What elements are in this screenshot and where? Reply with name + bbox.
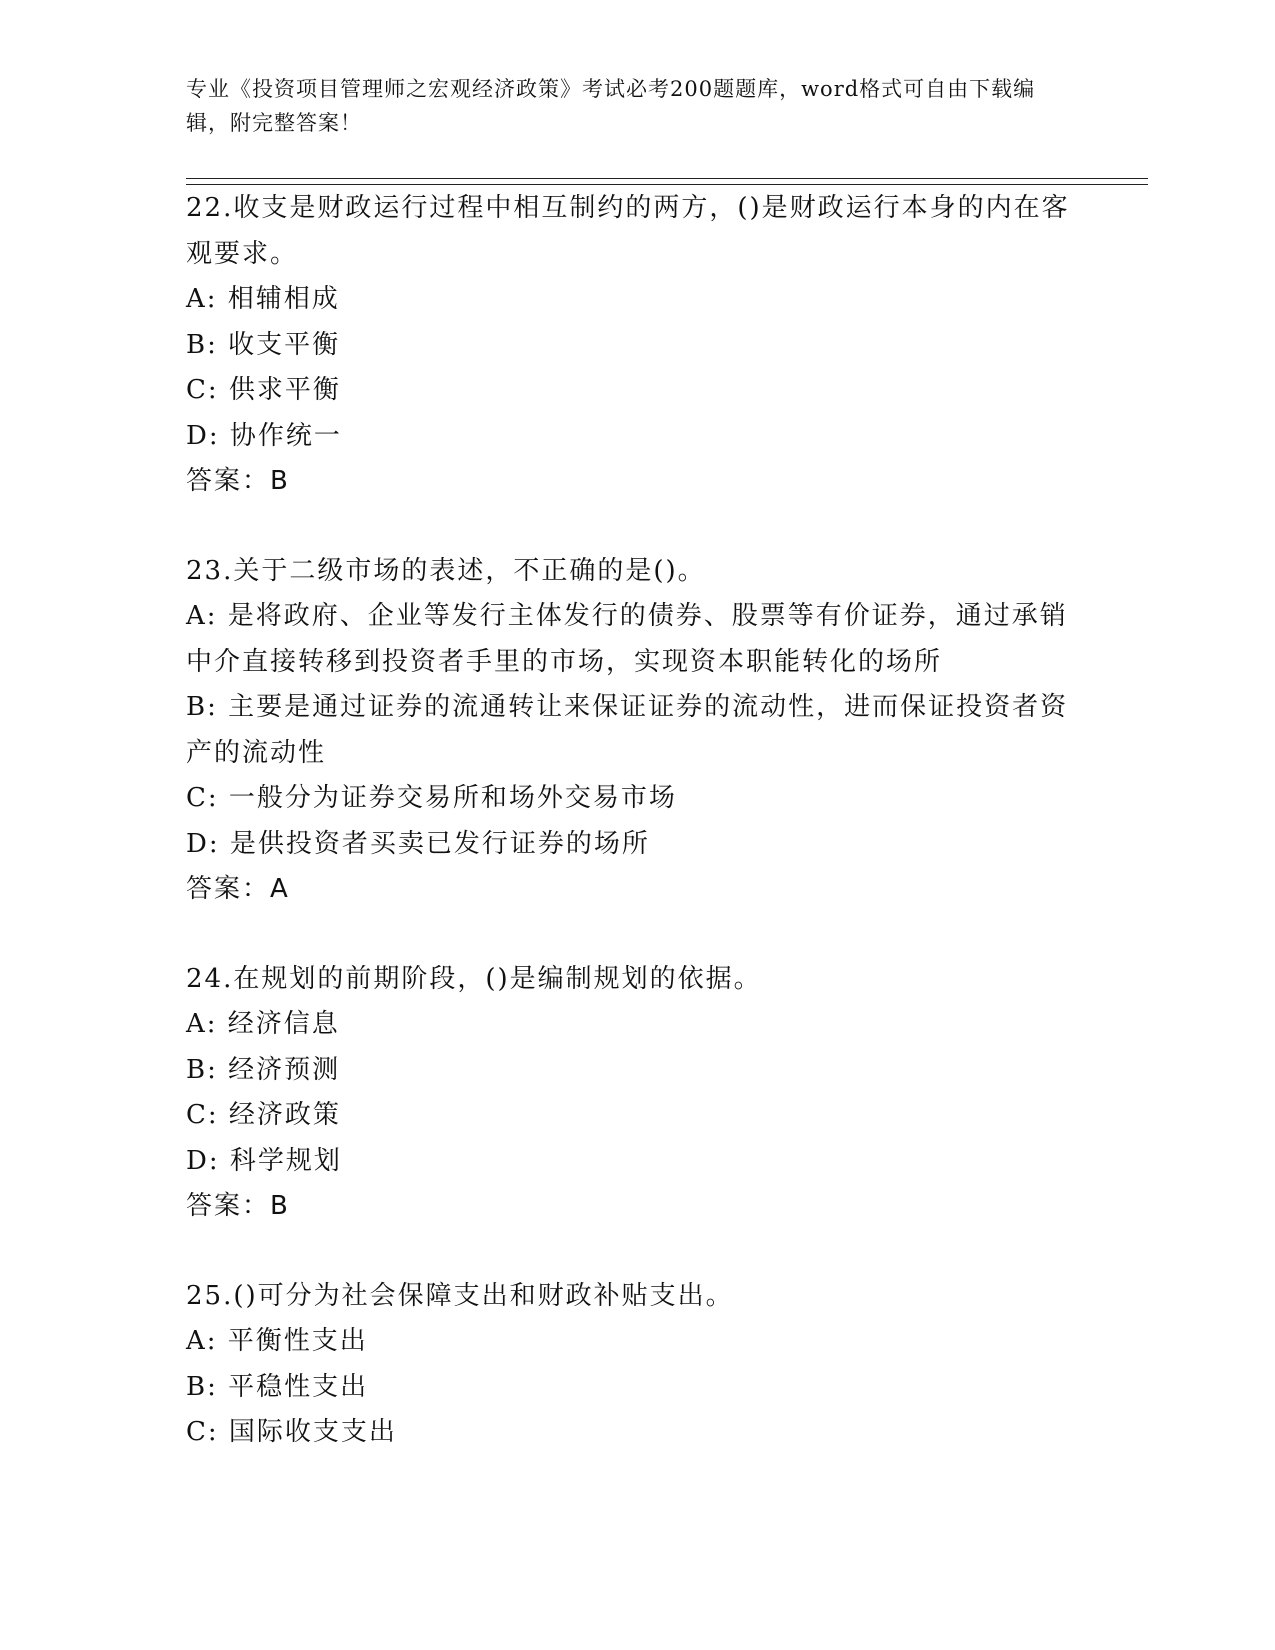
header-divider-bottom xyxy=(186,184,1148,185)
question-stem: 25.()可分为社会保障支出和财政补贴支出。 xyxy=(186,1280,734,1311)
option-c: C: 经济政策 xyxy=(186,1100,341,1130)
option-d: D: 是供投资者买卖已发行证券的场所 xyxy=(186,828,650,859)
option-a: A: 平衡性支出 xyxy=(186,1326,368,1356)
question-22 xyxy=(186,186,1076,505)
question-stem: 24.在规划的前期阶段，()是编制规划的依据。 xyxy=(186,963,762,994)
option-c: C: 供求平衡 xyxy=(186,375,341,405)
option-a: A: 是将政府、企业等发行主体发行的债券、股票等有价证券，通过承销中介直接转移到投资者手里的市场，实现资本职能转化的场所 xyxy=(186,601,1068,677)
answer-line: 答案：B xyxy=(186,1191,290,1221)
option-b: B: 平稳性支出 xyxy=(186,1371,369,1402)
option-d: D: 科学规划 xyxy=(186,1145,342,1176)
question-24 xyxy=(186,957,1076,1230)
option-c: C: 一般分为证券交易所和场外交易市场 xyxy=(186,783,677,813)
option-b: B: 主要是通过证券的流通转让来保证证券的流动性，进而保证投资者资产的流动性 xyxy=(186,692,1069,768)
question-stem: 23.关于二级市场的表述，不正确的是()。 xyxy=(186,555,706,586)
header-divider-top xyxy=(186,178,1148,179)
option-c: C: 国际收支支出 xyxy=(186,1417,397,1447)
question-25 xyxy=(186,1274,1076,1456)
answer-line: 答案：B xyxy=(186,466,290,496)
answer-line: 答案：A xyxy=(186,874,290,904)
document-header: 专业《投资项目管理师之宏观经济政策》考试必考200题题库，word格式可自由下载编辑，附完整答案！ xyxy=(186,77,1036,135)
option-a: A: 相辅相成 xyxy=(186,284,340,314)
option-a: A: 经济信息 xyxy=(186,1009,340,1039)
option-b: B: 经济预测 xyxy=(186,1054,341,1085)
question-list xyxy=(186,186,1076,1500)
question-23 xyxy=(186,549,1076,913)
option-b: B: 收支平衡 xyxy=(186,329,341,360)
question-stem: 22.收支是财政运行过程中相互制约的两方，()是财政运行本身的内在客观要求。 xyxy=(186,193,1070,269)
option-d: D: 协作统一 xyxy=(186,420,342,451)
